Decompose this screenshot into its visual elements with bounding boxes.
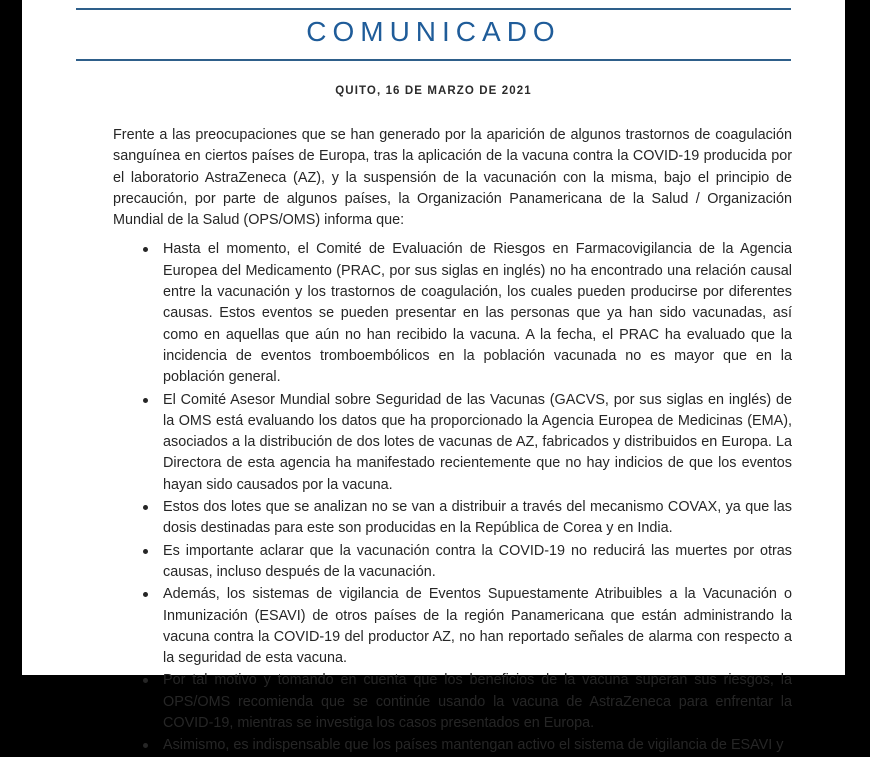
list-item-text: Hasta el momento, el Comité de Evaluación de Riesgos en Farmacovigilancia de la Agencia Europea del Medicamento (PRAC, por sus siglas en inglés) no ha encontrado una relación causal entre la vacunación y los trastornos de coagulación, los cuales pueden producirse por diferentes causas. Estos eventos se pueden presentar en las personas que ya han sido vacunadas, así como en aquellas que aún no han recibido la vacuna. A la fecha, el PRAC ha evaluado que la incidencia de eventos tromboembólicos en la población vacunada no es mayor que en la población general.	[163, 241, 792, 386]
list-item	[163, 497, 792, 540]
list-item-clipped	[163, 735, 792, 754]
list-item	[163, 584, 792, 669]
bullet-dot-icon	[143, 549, 148, 554]
document-page	[22, 0, 845, 754]
header-rule-bottom	[76, 59, 791, 61]
bullet-dot-icon	[143, 505, 148, 510]
list-item-text: Además, los sistemas de vigilancia de Eventos Supuestamente Atribuibles a la Vacunación o Inmunización (ESAVI) de otros países de la región Panamericana que están administrando la vacuna contra la COVID-19 del productor AZ, no han reportado señales de alarma con respecto a la seguridad de esta vacuna.	[163, 586, 792, 667]
list-item-text: Estos dos lotes que se analizan no se van a distribuir a través del mecanismo COVAX, ya que las dosis destinadas para este son producidas en la República de Corea y en India.	[163, 499, 792, 537]
list-item-text: Es importante aclarar que la vacunación contra la COVID-19 no reducirá las muertes por otras causas, incluso después de la vacunación.	[163, 542, 792, 580]
list-item	[163, 541, 792, 584]
bullet-dot-icon	[143, 743, 148, 748]
bullet-dot-icon	[143, 398, 148, 403]
bullet-dot-icon	[143, 678, 148, 683]
list-item	[163, 670, 792, 734]
intro-paragraph: Frente a las preocupaciones que se han generado por la aparición de algunos trastornos de coagulación sanguínea en ciertos países de Europa, tras la aplicación de la vacuna contra la COVID-19 producida por el laboratorio AstraZeneca (AZ), y la suspensión de la vacunación con la misma, bajo el principio de precaución, por parte de algunos países, la Organización Panamericana de la Salud / Organización Mundial de la Salud (OPS/OMS) informa que:	[113, 127, 792, 229]
page-title: COMUNICADO	[306, 16, 561, 47]
list-item	[163, 390, 792, 496]
bullet-dot-icon	[143, 247, 148, 252]
list-item-text: Asimismo, es indispensable que los países mantengan activo el sistema de vigilancia de ESAVI y	[163, 737, 784, 754]
bullet-list	[113, 239, 792, 754]
document-body	[22, 125, 845, 754]
list-item-text: El Comité Asesor Mundial sobre Seguridad de las Vacunas (GACVS, por sus siglas en inglés) de la OMS está evaluando los datos que ha proporcionado la Agencia Europea de Medicinas (EMA), asociados a la distribución de dos lotes de vacunas de AZ, fabricados y distribuidos en Europa. La Directora de esta agencia ha manifestado recientemente que no hay indicios de que los eventos hayan sido causados por la vacuna.	[163, 391, 792, 493]
list-item	[163, 239, 792, 388]
bullet-dot-icon	[143, 592, 148, 597]
document-date: QUITO, 16 DE MARZO DE 2021	[335, 85, 532, 97]
list-item-text: Por tal motivo y tomando en cuenta que los beneficios de la vacuna superan sus riesgos, la OPS/OMS recomienda que se continúe usando la vacuna de AstraZeneca para enfrentar la COVID-19, mientras se investiga los casos presentados en Europa.	[163, 672, 792, 732]
